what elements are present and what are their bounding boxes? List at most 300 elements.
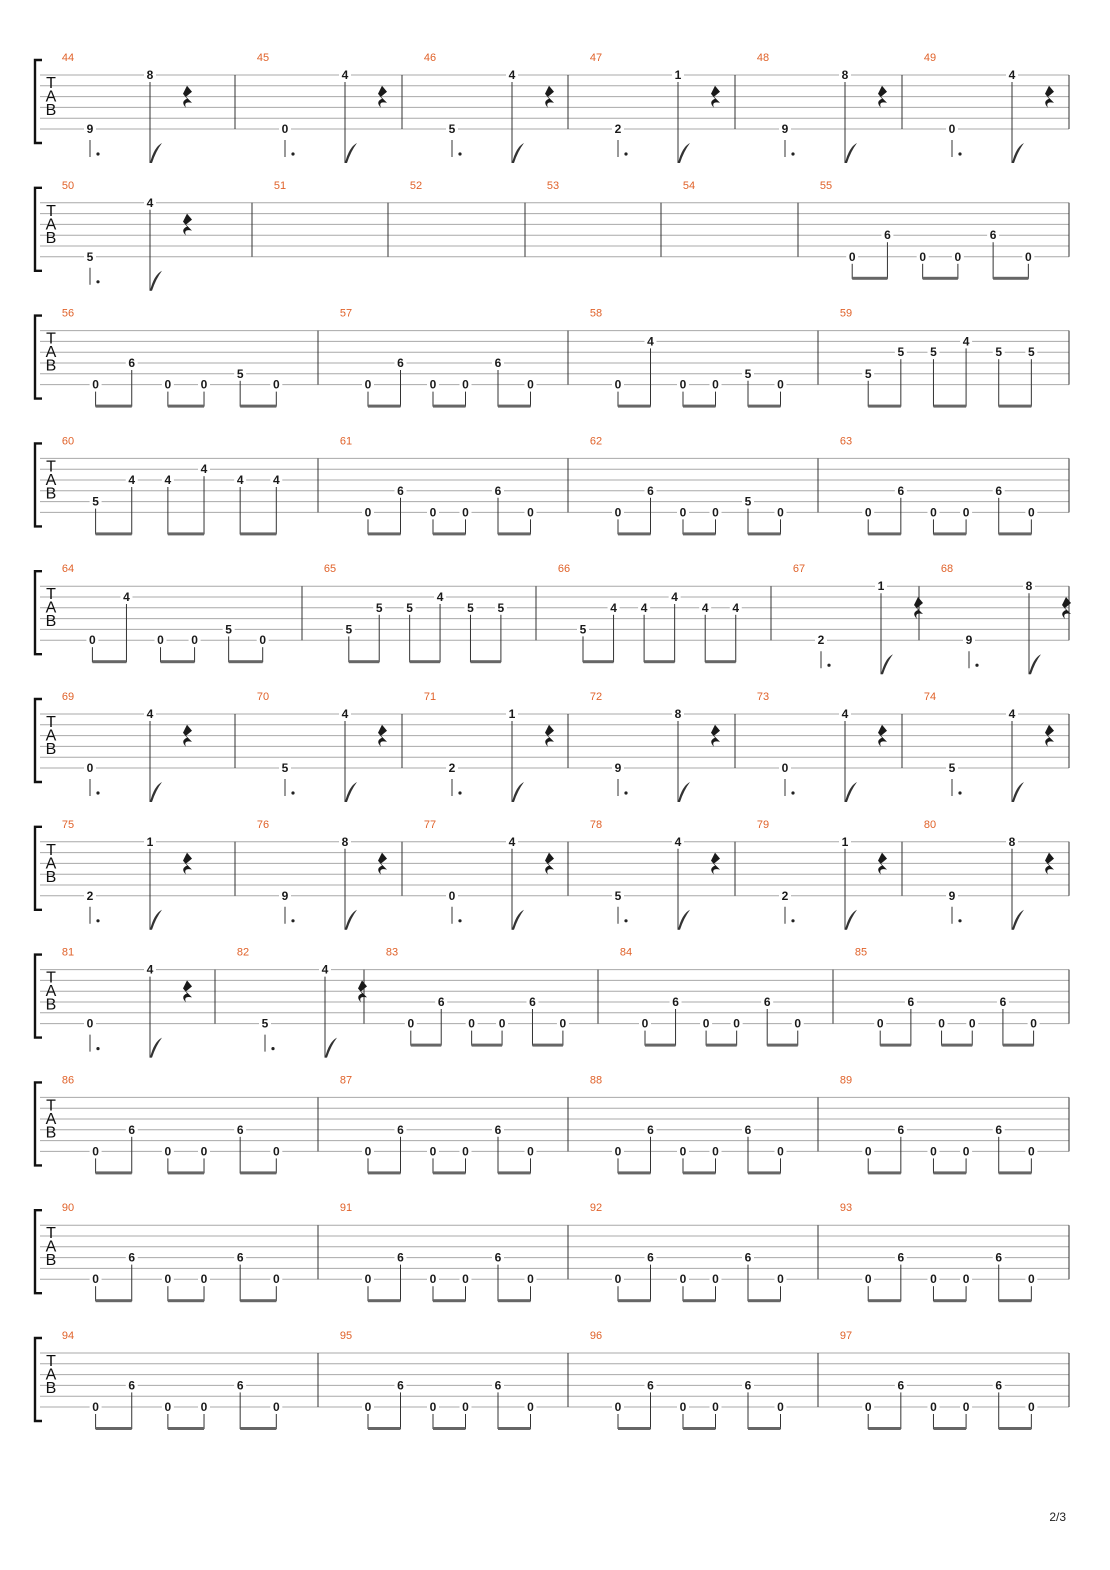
fret-number: 0: [712, 1272, 719, 1287]
measure: [590, 308, 787, 408]
note-beam: [168, 1171, 204, 1174]
measure-number: 45: [256, 52, 270, 64]
measure-number: 51: [273, 179, 287, 192]
fret-number: 4: [146, 195, 154, 210]
fret-number: 0: [1030, 1016, 1037, 1031]
tab-system: [35, 563, 1071, 674]
fret-number: 0: [272, 1272, 280, 1287]
eighth-flag: [325, 1038, 337, 1058]
fret-number: 0: [429, 505, 437, 520]
fret-number: 9: [281, 888, 289, 903]
fret-number: 0: [954, 249, 962, 264]
augmentation-dot: [791, 919, 794, 922]
measure: [340, 308, 537, 408]
fret-number: 4: [436, 590, 444, 604]
fret-number: 0: [962, 1400, 970, 1414]
tab-clef-letter: B: [45, 741, 57, 758]
fret-number: 6: [647, 1378, 654, 1393]
fret-number: 5: [497, 600, 505, 615]
augmentation-dot: [791, 791, 794, 794]
measure-number: 46: [423, 52, 437, 64]
note-beam: [748, 1427, 781, 1430]
note-beam: [168, 405, 204, 408]
note-beam: [748, 532, 781, 535]
fret-number: 5: [930, 345, 937, 360]
note-beam: [999, 405, 1032, 408]
fret-number: 6: [897, 1250, 905, 1265]
tab-clef-letter: B: [45, 1124, 57, 1142]
fret-number: 6: [494, 356, 502, 370]
fret-number: 6: [647, 1250, 654, 1265]
fret-number: 0: [864, 1400, 872, 1414]
fret-number: 0: [272, 377, 280, 392]
measure-number: 68: [940, 563, 954, 576]
measure: [820, 180, 1034, 280]
fret-number: 0: [777, 1400, 784, 1414]
note-beam: [168, 1299, 204, 1302]
note-beam: [240, 1427, 276, 1430]
fret-number: 6: [494, 1250, 502, 1265]
fret-number: 1: [508, 707, 516, 721]
eighth-flag: [1012, 143, 1024, 163]
fret-number: 6: [128, 356, 136, 370]
note-beam: [411, 1044, 441, 1047]
fret-number: 0: [962, 1144, 970, 1159]
fret-number: 4: [321, 962, 329, 977]
tab-clef-letter: A: [45, 1110, 57, 1128]
measure-number: 78: [589, 818, 603, 831]
note-beam: [748, 1299, 781, 1302]
fret-number: 4: [508, 68, 516, 82]
fret-number: 6: [744, 1122, 752, 1137]
note-beam: [868, 1299, 901, 1302]
tab-clef-letter: A: [45, 216, 57, 234]
fret-number: 0: [200, 377, 208, 392]
fret-number: 0: [641, 1016, 649, 1031]
measure: [558, 563, 742, 663]
fret-number: 0: [679, 377, 687, 392]
measure: [547, 180, 559, 192]
fret-number: 5: [375, 600, 383, 615]
measure-number: 67: [792, 563, 806, 576]
fret-number: 4: [962, 334, 970, 349]
augmentation-dot: [958, 919, 961, 922]
measure-number: 63: [839, 435, 853, 448]
note-beam: [933, 1299, 966, 1302]
measure: [62, 1202, 282, 1302]
tab-clef-letter: B: [45, 102, 57, 119]
note-beam: [683, 405, 716, 408]
fret-number: 0: [462, 1400, 469, 1414]
measure: [620, 947, 804, 1047]
fret-number: 5: [86, 249, 94, 264]
measure: [274, 180, 286, 192]
fret-number: 6: [744, 1378, 752, 1393]
fret-number: 4: [164, 473, 172, 487]
tab-system: [35, 1074, 1069, 1174]
fret-number: 0: [462, 1144, 469, 1159]
measure-number: 87: [339, 1074, 353, 1087]
fret-number: 0: [930, 1144, 937, 1159]
note-beam: [880, 1044, 911, 1047]
system-brace: [35, 827, 42, 910]
tab-clef-letter: B: [45, 613, 57, 631]
note-beam: [240, 405, 276, 408]
measure-number: 79: [756, 818, 770, 831]
note-beam: [852, 277, 887, 280]
fret-number: 0: [876, 1016, 884, 1031]
note-beam: [618, 1171, 651, 1174]
fret-number: 0: [777, 377, 784, 392]
note-beam: [96, 1299, 132, 1302]
fret-number: 0: [968, 1016, 976, 1031]
note-beam: [868, 405, 901, 408]
fret-number: 0: [92, 1272, 99, 1287]
fret-number: 6: [437, 995, 445, 1009]
measure-number: 69: [61, 691, 75, 703]
fret-number: 0: [200, 1272, 208, 1287]
fret-number: 5: [948, 761, 956, 775]
tab-system: [35, 947, 1069, 1058]
tab-clef-letter: A: [45, 471, 57, 489]
fret-number: 0: [429, 1400, 437, 1414]
fret-number: 8: [146, 68, 154, 82]
measure: [590, 435, 787, 535]
fret-number: 6: [995, 1378, 1003, 1393]
tab-clef-letter: B: [45, 357, 57, 375]
augmentation-dot: [458, 919, 461, 922]
tab-clef-letter: B: [45, 1252, 57, 1270]
measure: [683, 180, 695, 192]
tab-clef-letter: A: [45, 727, 57, 745]
tab-system: [35, 52, 1069, 163]
measure-number: 95: [339, 1330, 353, 1342]
fret-number: 0: [702, 1016, 710, 1031]
fret-number: 0: [272, 1400, 280, 1414]
fret-number: 6: [999, 995, 1007, 1009]
note-beam: [470, 660, 500, 663]
augmentation-dot: [96, 280, 99, 283]
note-beam: [433, 532, 466, 535]
fret-number: 2: [86, 888, 94, 903]
note-beam: [999, 532, 1032, 535]
tab-clef-letter: A: [45, 1238, 57, 1256]
measure: [340, 435, 537, 535]
eighth-flag: [845, 910, 857, 930]
note-beam: [1003, 1044, 1034, 1047]
fret-number: 0: [429, 1272, 437, 1287]
note-beam: [349, 660, 379, 663]
augmentation-dot: [291, 791, 294, 794]
note-beam: [618, 405, 651, 408]
note-beam: [683, 532, 716, 535]
fret-number: 0: [614, 377, 622, 392]
note-beam: [433, 1427, 466, 1430]
tab-system: [35, 1330, 1069, 1430]
augmentation-dot: [96, 919, 99, 922]
fret-number: 0: [930, 505, 937, 520]
fret-number: 8: [341, 834, 349, 849]
measure-number: 81: [61, 946, 75, 959]
measure: [590, 1330, 787, 1430]
measure-number: 72: [589, 691, 603, 703]
fret-number: 0: [962, 1272, 970, 1287]
note-beam: [923, 277, 958, 280]
augmentation-dot: [458, 152, 461, 155]
note-beam: [161, 660, 195, 663]
note-beam: [433, 1171, 466, 1174]
fret-number: 0: [679, 505, 687, 520]
fret-number: 4: [1008, 707, 1016, 721]
note-beam: [645, 1044, 676, 1047]
tab-system: [35, 435, 1069, 535]
measure-number: 89: [839, 1074, 853, 1087]
fret-number: 0: [364, 1400, 372, 1414]
measure: [340, 1202, 537, 1302]
measure-number: 83: [385, 946, 399, 959]
system-brace: [35, 443, 42, 526]
fret-number: 0: [679, 1400, 687, 1414]
system-brace: [35, 1338, 42, 1421]
fret-number: 0: [559, 1016, 567, 1031]
fret-number: 4: [1008, 68, 1016, 82]
fret-number: 6: [236, 1378, 244, 1393]
fret-number: 9: [948, 888, 956, 903]
augmentation-dot: [958, 791, 961, 794]
fret-number: 1: [146, 834, 154, 849]
tab-clef-letter: T: [46, 714, 56, 731]
fret-number: 0: [92, 377, 99, 392]
measure-number: 54: [682, 179, 696, 192]
fret-number: 0: [86, 1016, 94, 1031]
tab-clef-letter: T: [46, 1225, 56, 1243]
fret-number: 5: [261, 1016, 269, 1031]
fret-number: 6: [128, 1378, 136, 1393]
fret-number: 0: [462, 377, 469, 392]
fret-number: 4: [732, 600, 740, 615]
fret-number: 6: [236, 1122, 244, 1137]
tab-clef-letter: A: [45, 599, 57, 617]
fret-number: 0: [962, 505, 970, 520]
note-beam: [96, 405, 132, 408]
measure-number: 86: [61, 1074, 75, 1087]
fret-number: 6: [995, 1122, 1003, 1137]
tab-clef-letter: T: [46, 75, 56, 92]
fret-number: 5: [1028, 345, 1035, 360]
note-beam: [999, 1171, 1032, 1174]
fret-number: 4: [128, 473, 136, 487]
fret-number: 8: [1025, 579, 1033, 594]
measure-number: 76: [256, 818, 270, 831]
eighth-flag: [345, 910, 357, 930]
fret-number: 0: [462, 505, 469, 520]
fret-number: 0: [86, 761, 94, 775]
measure: [840, 435, 1037, 535]
eighth-flag: [512, 910, 524, 930]
fret-number: 2: [781, 888, 789, 903]
fret-number: 5: [995, 345, 1003, 360]
eighth-flag: [150, 782, 162, 802]
measure-number: 61: [339, 435, 353, 448]
measure-number: 96: [589, 1330, 603, 1342]
fret-number: 0: [712, 377, 719, 392]
augmentation-dot: [624, 919, 627, 922]
fret-number: 9: [86, 122, 94, 136]
fret-number: 4: [674, 834, 682, 849]
fret-number: 0: [794, 1016, 802, 1031]
measure-number: 47: [589, 52, 603, 64]
fret-number: 0: [364, 505, 372, 520]
fret-number: 9: [965, 633, 973, 648]
fret-number: 0: [948, 122, 956, 136]
fret-number: 6: [128, 1250, 136, 1265]
note-beam: [933, 1171, 966, 1174]
measure-number: 75: [61, 818, 75, 831]
fret-number: 5: [345, 622, 353, 637]
eighth-flag: [845, 143, 857, 163]
fret-number: 5: [448, 122, 456, 136]
fret-number: 1: [674, 68, 682, 82]
fret-number: 6: [647, 483, 654, 498]
note-beam: [683, 1171, 716, 1174]
measure-number: 85: [854, 946, 868, 959]
note-beam: [92, 660, 126, 663]
fret-number: 0: [200, 1144, 208, 1159]
fret-number: 0: [89, 633, 96, 648]
note-beam: [368, 1299, 401, 1302]
fret-number: 5: [744, 366, 752, 381]
fret-number: 6: [397, 1250, 404, 1265]
measure-number: 82: [236, 946, 250, 959]
tab-clef-letter: T: [46, 458, 56, 476]
tab-clef-letter: A: [45, 1366, 57, 1384]
note-beam: [993, 277, 1028, 280]
fret-number: 0: [527, 1400, 534, 1414]
fret-number: 0: [429, 377, 437, 392]
note-beam: [767, 1044, 798, 1047]
tab-system: [35, 1202, 1069, 1302]
note-beam: [96, 532, 132, 535]
fret-number: 0: [1028, 505, 1035, 520]
page-number: 2/3: [1049, 1510, 1066, 1524]
measure-number: 44: [61, 52, 75, 64]
fret-number: 0: [614, 505, 622, 520]
note-beam: [706, 1044, 737, 1047]
fret-number: 0: [92, 1144, 99, 1159]
fret-number: 6: [529, 995, 536, 1009]
fret-number: 5: [744, 494, 752, 509]
augmentation-dot: [624, 791, 627, 794]
fret-number: 0: [679, 1272, 687, 1287]
measure-number: 90: [61, 1202, 75, 1215]
fret-number: 4: [146, 707, 154, 721]
fret-number: 4: [671, 590, 678, 604]
note-beam: [498, 405, 531, 408]
augmentation-dot: [827, 664, 830, 667]
note-beam: [498, 1427, 531, 1430]
fret-number: 9: [781, 122, 789, 136]
note-beam: [498, 532, 531, 535]
system-brace: [35, 571, 42, 654]
fret-number: 0: [462, 1272, 469, 1287]
fret-number: 4: [341, 68, 349, 82]
fret-number: 0: [712, 1144, 719, 1159]
augmentation-dot: [958, 152, 961, 155]
tab-clef-letter: T: [46, 1353, 56, 1370]
eighth-flag: [845, 782, 857, 802]
measure-number: 64: [61, 563, 75, 576]
note-beam: [368, 1427, 401, 1430]
fret-number: 8: [1008, 834, 1016, 849]
measure: [62, 435, 282, 535]
augmentation-dot: [791, 152, 794, 155]
fret-number: 0: [200, 1400, 208, 1414]
eighth-flag: [1012, 910, 1024, 930]
fret-number: 4: [236, 473, 244, 487]
fret-number: 5: [467, 600, 474, 615]
note-beam: [410, 660, 440, 663]
fret-number: 4: [123, 590, 130, 604]
fret-number: 0: [164, 1144, 172, 1159]
tab-clef-letter: T: [46, 202, 56, 220]
note-beam: [240, 1171, 276, 1174]
fret-number: 4: [647, 334, 654, 349]
measure-number: 48: [756, 52, 770, 64]
fret-number: 0: [164, 377, 172, 392]
system-brace: [35, 316, 42, 399]
fret-number: 0: [712, 505, 719, 520]
tab-system: [35, 691, 1069, 802]
system-brace: [35, 699, 42, 782]
note-beam: [748, 405, 781, 408]
fret-number: 0: [781, 761, 789, 775]
measure-number: 59: [839, 307, 853, 320]
fret-number: 4: [610, 600, 617, 615]
fret-number: 6: [763, 995, 771, 1009]
measure: [855, 947, 1040, 1047]
fret-number: 0: [1025, 249, 1032, 264]
fret-number: 5: [897, 345, 905, 360]
tab-clef-letter: B: [45, 868, 57, 886]
fret-number: 6: [897, 1122, 905, 1137]
measure: [590, 1202, 787, 1302]
measure: [840, 1202, 1037, 1302]
tab-clef-letter: B: [45, 229, 57, 247]
fret-number: 0: [1028, 1144, 1035, 1159]
measure: [62, 1074, 282, 1174]
note-beam: [498, 1171, 531, 1174]
note-beam: [999, 1299, 1032, 1302]
fret-number: 0: [1028, 1272, 1035, 1287]
fret-number: 6: [989, 228, 997, 243]
fret-number: 0: [614, 1144, 622, 1159]
measure-number: 88: [589, 1074, 603, 1087]
fret-number: 0: [614, 1272, 622, 1287]
fret-number: 5: [614, 888, 622, 903]
fret-number: 6: [897, 1378, 905, 1393]
note-beam: [618, 1427, 651, 1430]
fret-number: 0: [364, 377, 372, 392]
fret-number: 4: [841, 707, 849, 721]
tab-clef-letter: T: [46, 969, 56, 987]
fret-number: 0: [777, 505, 784, 520]
note-beam: [748, 1171, 781, 1174]
fret-number: 0: [919, 249, 927, 264]
fret-number: 5: [579, 622, 587, 637]
note-beam: [868, 1427, 901, 1430]
fret-number: 0: [864, 1272, 872, 1287]
note-beam: [999, 1427, 1032, 1430]
